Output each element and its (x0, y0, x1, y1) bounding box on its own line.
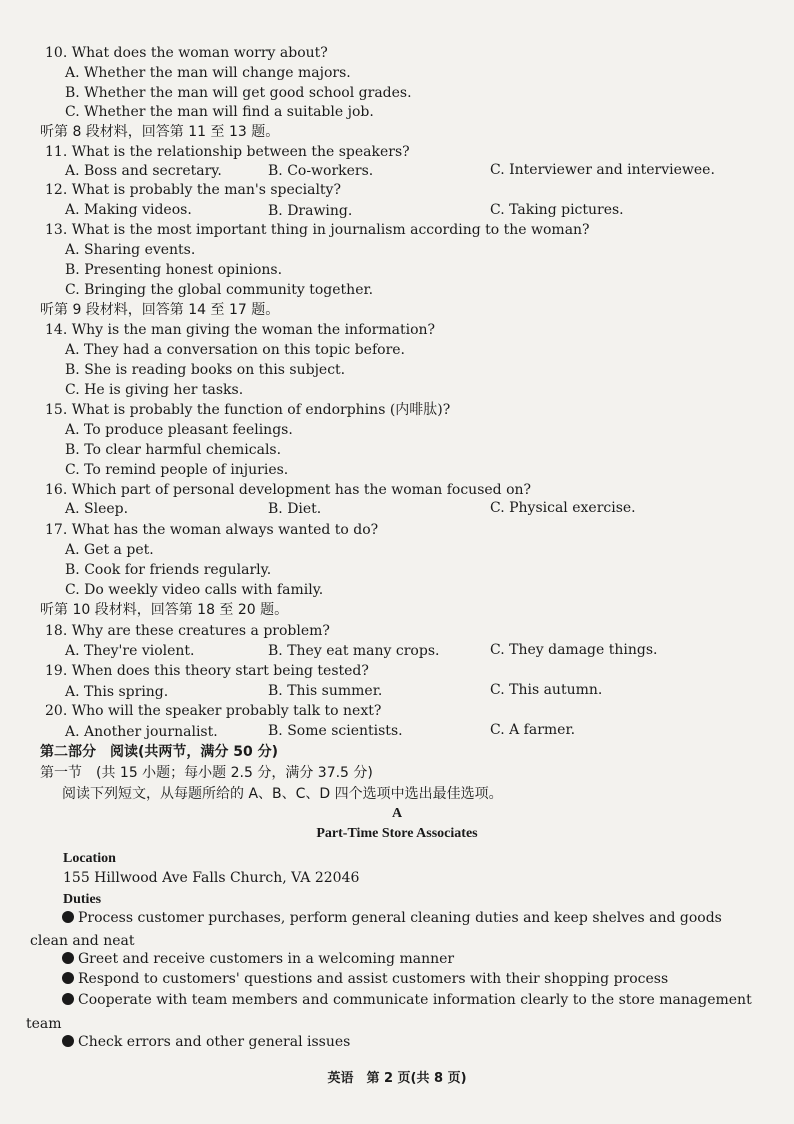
duty-text: Greet and receive customers in a welcoming manner (78, 951, 455, 967)
question-16-stem: 16. Which part of personal development has the woman focused on? (45, 482, 532, 498)
question-15-option-c: C. To remind people of injuries. (65, 462, 289, 478)
bullet-icon (62, 972, 74, 984)
bullet-icon (62, 1035, 74, 1047)
bullet-icon (62, 993, 74, 1005)
question-13-stem: 13. What is the most important thing in journalism according to the woman? (45, 222, 590, 238)
duty-item (62, 991, 752, 1009)
question-15-stem: 15. What is probably the function of endorphins (内啡肽)? (45, 402, 451, 418)
section-8-heading: 听第 8 段材料，回答第 11 至 13 题。 (40, 124, 280, 140)
question-20-option-b: B. Some scientists. (268, 723, 403, 739)
question-14-option-b: B. She is reading books on this subject. (65, 362, 346, 378)
question-16-option-c: C. Physical exercise. (490, 500, 636, 516)
question-10-option-b: B. Whether the man will get good school grades. (65, 85, 412, 101)
question-18-option-b: B. They eat many crops. (268, 643, 440, 659)
passage-title: Part-Time Store Associates (316, 826, 478, 841)
question-19-option-a: A. This spring. (65, 684, 169, 700)
question-12-stem: 12. What is probably the man's specialty? (45, 182, 341, 198)
question-20-stem: 20. Who will the speaker probably talk to next? (45, 703, 382, 719)
question-11-option-b: B. Co-workers. (268, 163, 374, 179)
duty-item (62, 950, 454, 968)
reading-instruction: 阅读下列短文，从每题所给的 A、B、C、D 四个选项中选出最佳选项。 (62, 786, 503, 802)
question-17-stem: 17. What has the woman always wanted to do? (45, 522, 379, 538)
question-15-option-a: A. To produce pleasant feelings. (65, 422, 293, 438)
question-12-option-c: C. Taking pictures. (490, 202, 624, 218)
bullet-icon (62, 911, 74, 923)
question-19-stem: 19. When does this theory start being tested? (45, 663, 369, 679)
question-18-stem: 18. Why are these creatures a problem? (45, 623, 330, 639)
question-14-option-a: A. They had a conversation on this topic before. (65, 342, 406, 358)
question-15-option-b: B. To clear harmful chemicals. (65, 442, 282, 458)
duty-text: Respond to customers' questions and assist customers with their shopping process (78, 971, 669, 987)
question-18-option-a: A. They're violent. (65, 643, 195, 659)
location-label: Location (63, 851, 116, 866)
part-2-section-1-heading: 第一节 (共 15 小题；每小题 2.5 分，满分 37.5 分) (40, 765, 373, 781)
question-14-option-c: C. He is giving her tasks. (65, 382, 244, 398)
question-20-option-a: A. Another journalist. (65, 724, 218, 740)
question-17-option-a: A. Get a pet. (65, 542, 154, 558)
duty-item (62, 909, 722, 927)
question-11-option-c: C. Interviewer and interviewee. (490, 162, 715, 178)
question-10-option-c: C. Whether the man will find a suitable job. (65, 104, 374, 120)
question-10-option-a: A. Whether the man will change majors. (65, 65, 351, 81)
duty-item-continuation: team (26, 1016, 62, 1032)
question-11-stem: 11. What is the relationship between the speakers? (45, 144, 410, 160)
question-12-option-b: B. Drawing. (268, 203, 353, 219)
question-16-option-b: B. Diet. (268, 501, 322, 517)
duty-text: Cooperate with team members and communicate information clearly to the store management (78, 992, 752, 1008)
duty-item (62, 970, 668, 988)
question-20-option-c: C. A farmer. (490, 722, 576, 738)
question-17-option-b: B. Cook for friends regularly. (65, 562, 272, 578)
question-13-option-a: A. Sharing events. (65, 242, 196, 258)
question-18-option-c: C. They damage things. (490, 642, 658, 658)
duty-item (62, 1033, 350, 1051)
duty-text: Check errors and other general issues (78, 1034, 351, 1050)
duty-item-continuation: clean and neat (30, 933, 135, 949)
duty-text: Process customer purchases, perform general cleaning duties and keep shelves and goods (78, 910, 722, 926)
passage-letter: A (391, 806, 403, 821)
part-2-heading: 第二部分 阅读(共两节，满分 50 分) (40, 744, 279, 760)
question-14-stem: 14. Why is the man giving the woman the information? (45, 322, 436, 338)
question-11-option-a: A. Boss and secretary. (65, 163, 222, 179)
section-10-heading: 听第 10 段材料，回答第 18 至 20 题。 (40, 602, 289, 618)
page-footer: 英语 第 2 页(共 8 页) (327, 1071, 467, 1086)
question-13-option-b: B. Presenting honest opinions. (65, 262, 283, 278)
question-19-option-b: B. This summer. (268, 683, 383, 699)
bullet-icon (62, 952, 74, 964)
question-10-stem: 10. What does the woman worry about? (45, 45, 328, 61)
question-19-option-c: C. This autumn. (490, 682, 603, 698)
duties-label: Duties (63, 892, 102, 907)
question-17-option-c: C. Do weekly video calls with family. (65, 582, 324, 598)
section-9-heading: 听第 9 段材料，回答第 14 至 17 题。 (40, 302, 280, 318)
question-12-option-a: A. Making videos. (65, 202, 192, 218)
question-16-option-a: A. Sleep. (65, 501, 129, 517)
location-address: 155 Hillwood Ave Falls Church, VA 22046 (63, 870, 360, 886)
question-13-option-c: C. Bringing the global community together. (65, 282, 374, 298)
